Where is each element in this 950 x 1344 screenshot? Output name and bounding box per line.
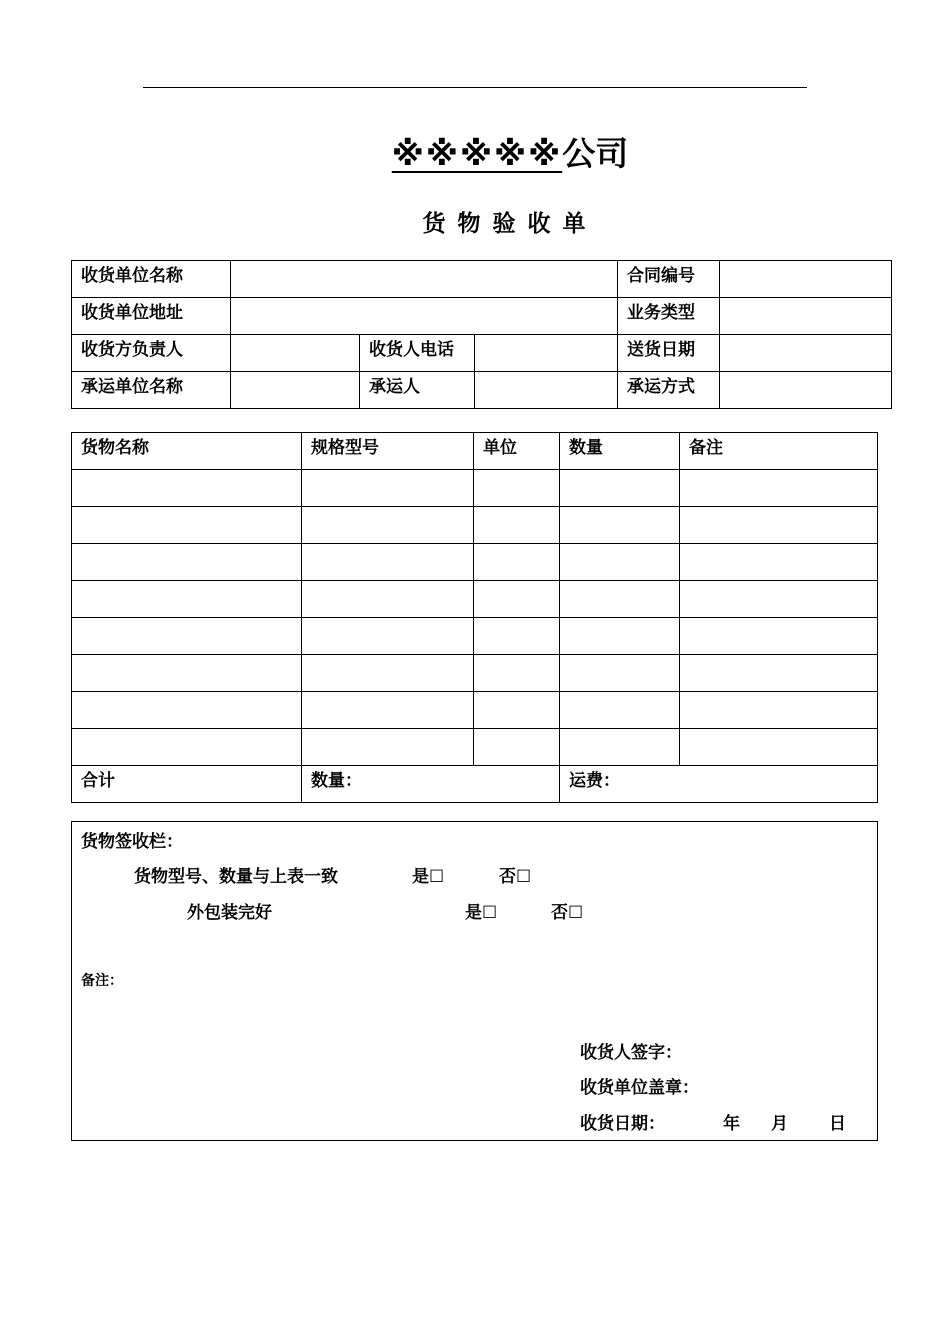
col-header-remarks: 备注: [680, 433, 878, 470]
table-row: [72, 655, 878, 692]
table-cell[interactable]: [560, 655, 680, 692]
info-row: [72, 372, 892, 409]
table-cell[interactable]: [474, 470, 560, 507]
contract-no-label: 合同编号: [618, 261, 720, 298]
table-row: [72, 544, 878, 581]
table-cell[interactable]: [560, 544, 680, 581]
header-rule: [143, 87, 807, 88]
receiver-contact-field[interactable]: [231, 335, 360, 372]
total-row: [72, 766, 878, 803]
package-check-label: 外包装完好: [187, 903, 272, 923]
date-day-label: 日: [829, 1114, 846, 1134]
table-cell[interactable]: [560, 581, 680, 618]
match-yes-checkbox[interactable]: 是☐: [412, 867, 445, 887]
receiver-info-table: [71, 260, 892, 409]
col-header-goods-name: 货物名称: [72, 433, 302, 470]
receipt-date-label: 收货日期：: [580, 1114, 665, 1134]
info-row: [72, 335, 892, 372]
table-cell[interactable]: [302, 507, 474, 544]
receiver-name-label: 收货单位名称: [72, 261, 231, 298]
goods-table: [71, 432, 878, 803]
col-header-quantity: 数量: [560, 433, 680, 470]
receiver-phone-label: 收货人电话: [360, 335, 475, 372]
company-placeholder: ※※※※※: [391, 134, 563, 173]
table-cell[interactable]: [560, 470, 680, 507]
goods-header-row: [72, 433, 878, 470]
table-cell[interactable]: [72, 544, 302, 581]
carrier-method-field[interactable]: [720, 372, 892, 409]
carrier-person-field[interactable]: [475, 372, 618, 409]
table-row: [72, 692, 878, 729]
carrier-name-label: 承运单位名称: [72, 372, 231, 409]
company-name: [0, 128, 950, 175]
table-cell[interactable]: [474, 655, 560, 692]
total-quantity-label: 数量：: [311, 771, 362, 791]
remarks-label: 备注：: [81, 973, 123, 989]
table-cell[interactable]: [72, 470, 302, 507]
col-header-unit: 单位: [474, 433, 560, 470]
table-cell[interactable]: [474, 618, 560, 655]
table-cell[interactable]: [680, 729, 878, 766]
date-year-label: 年: [723, 1114, 740, 1134]
col-header-spec: 规格型号: [302, 433, 474, 470]
table-cell[interactable]: [302, 729, 474, 766]
table-cell[interactable]: [680, 692, 878, 729]
table-row: [72, 729, 878, 766]
table-cell[interactable]: [302, 544, 474, 581]
freight-cell[interactable]: [560, 766, 878, 803]
info-row: [72, 298, 892, 335]
freight-label: 运费：: [569, 771, 620, 791]
form-title: 货物验收单: [422, 211, 598, 237]
package-no-checkbox[interactable]: 否☐: [551, 903, 584, 923]
table-cell[interactable]: [560, 507, 680, 544]
table-cell[interactable]: [474, 692, 560, 729]
contract-no-field[interactable]: [720, 261, 892, 298]
receiver-phone-field[interactable]: [475, 335, 618, 372]
table-cell[interactable]: [302, 692, 474, 729]
table-cell[interactable]: [680, 470, 878, 507]
table-row: [72, 470, 878, 507]
signature-label: 收货人签字：: [580, 1043, 682, 1063]
carrier-name-field[interactable]: [231, 372, 360, 409]
table-row: [72, 618, 878, 655]
carrier-person-label: 承运人: [360, 372, 475, 409]
business-type-label: 业务类型: [618, 298, 720, 335]
table-cell[interactable]: [474, 507, 560, 544]
receiver-contact-label: 收货方负责人: [72, 335, 231, 372]
table-cell[interactable]: [680, 581, 878, 618]
table-cell[interactable]: [680, 655, 878, 692]
total-label: 合计: [72, 766, 302, 803]
table-cell[interactable]: [72, 581, 302, 618]
table-cell[interactable]: [72, 729, 302, 766]
table-cell[interactable]: [302, 470, 474, 507]
receiver-name-field[interactable]: [231, 261, 618, 298]
business-type-field[interactable]: [720, 298, 892, 335]
table-cell[interactable]: [474, 544, 560, 581]
table-cell[interactable]: [680, 618, 878, 655]
stamp-label: 收货单位盖章：: [580, 1078, 699, 1098]
table-cell[interactable]: [72, 507, 302, 544]
package-yes-checkbox[interactable]: 是☐: [465, 903, 498, 923]
table-cell[interactable]: [560, 618, 680, 655]
receiver-address-field[interactable]: [231, 298, 618, 335]
date-month-label: 月: [771, 1114, 788, 1134]
company-suffix: 公司: [562, 134, 629, 173]
signoff-section: [71, 821, 878, 1141]
total-quantity-cell[interactable]: [302, 766, 560, 803]
table-cell[interactable]: [560, 729, 680, 766]
table-cell[interactable]: [680, 507, 878, 544]
carrier-method-label: 承运方式: [618, 372, 720, 409]
table-cell[interactable]: [474, 581, 560, 618]
table-cell[interactable]: [72, 655, 302, 692]
table-cell[interactable]: [302, 655, 474, 692]
table-cell[interactable]: [302, 581, 474, 618]
table-row: [72, 581, 878, 618]
table-cell[interactable]: [72, 692, 302, 729]
table-row: [72, 507, 878, 544]
table-cell[interactable]: [474, 729, 560, 766]
match-check-label: 货物型号、数量与上表一致: [134, 867, 338, 887]
signoff-title: 货物签收栏：: [81, 832, 183, 852]
receiver-address-label: 收货单位地址: [72, 298, 231, 335]
info-row: [72, 261, 892, 298]
table-cell[interactable]: [72, 618, 302, 655]
delivery-date-label: 送货日期: [618, 335, 720, 372]
delivery-date-field[interactable]: [720, 335, 892, 372]
table-cell[interactable]: [680, 544, 878, 581]
table-cell[interactable]: [302, 618, 474, 655]
table-cell[interactable]: [560, 692, 680, 729]
match-no-checkbox[interactable]: 否☐: [499, 867, 532, 887]
